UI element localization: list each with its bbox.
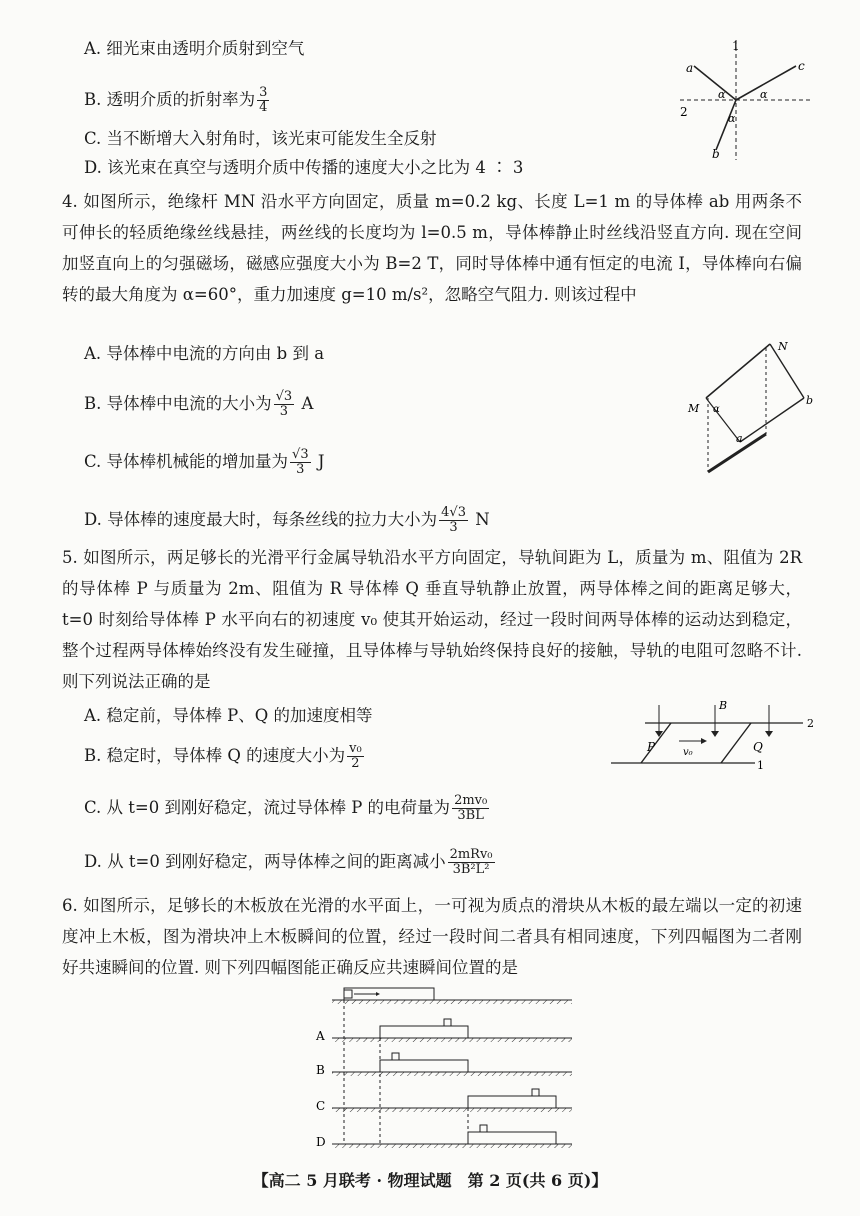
svg-text:2: 2 [680, 105, 688, 119]
svg-text:1: 1 [732, 39, 740, 53]
plank-options-figure [310, 982, 580, 1152]
q5-option-d: D. 从 t=0 到刚好稳定，两导体棒之间的距离减小 $\frac{\text{2mRv₀}}{\text{3B²L²}}$ [84, 847, 493, 877]
q6-stem: 6. 如图所示，足够长的木板放在光滑的水平面上，一可视为质点的滑块从木板的最左端以一定的初速度冲上木板，图为滑块冲上木板瞬间的位置，经过一段时间二者具有相同速度，下列四幅图为二者刚好共速瞬间的位置. 则下列四幅图能正确反应共速瞬间位置的是 [62, 896, 802, 977]
svg-text:a: a [736, 432, 743, 445]
svg-text:B: B [719, 699, 728, 712]
svg-text:α: α [713, 404, 720, 415]
svg-text:a: a [686, 61, 694, 75]
svg-text:α: α [728, 112, 736, 125]
q4-option-d: D. 导体棒的速度最大时，每条丝线的拉力大小为 $\frac{4√3}{3}$ N [84, 505, 490, 535]
rails-figure [605, 695, 820, 775]
svg-text:B: B [316, 1063, 325, 1077]
svg-text:α: α [760, 88, 768, 101]
svg-text:M: M [688, 402, 700, 415]
q5-option-a: A. 稳定前，导体棒 P、Q 的加速度相等 [84, 706, 373, 725]
svg-text:b: b [806, 394, 814, 407]
q4-option-c: C. 导体棒机械能的增加量为 $\frac{√3}{3}$ J [84, 447, 325, 477]
q3-option-a: A. 细光束由透明介质射到空气 [84, 39, 305, 58]
q3-option-c: C. 当不断增大入射角时，该光束可能发生全反射 [84, 129, 437, 148]
q3-option-d: D. 该光束在真空与透明介质中传播的速度大小之比为 4 ∶ 3 [84, 158, 524, 177]
svg-text:Q: Q [753, 740, 763, 754]
svg-text:D: D [316, 1135, 326, 1149]
svg-text:A: A [316, 1029, 325, 1043]
svg-text:v₀: v₀ [683, 747, 693, 758]
svg-text:2: 2 [807, 717, 814, 730]
svg-text:P: P [647, 740, 656, 754]
q5-option-c: C. 从 t=0 到刚好稳定，流过导体棒 P 的电荷量为 $\frac{\text{2mv₀}}{3BL}$ [84, 793, 488, 823]
svg-text:α: α [718, 88, 726, 101]
q4-option-b: B. 导体棒中电流的大小为 $\frac{√3}{3}$ A [84, 389, 314, 419]
q5-stem: 5. 如图所示，两足够长的光滑平行金属导轨沿水平方向固定，导轨间距为 L，质量为 m、阻值为 2R 的导体棒 P 与质量为 2m、阻值为 R 导体棒 Q 垂直导轨静止放置，两导体棒之间的距离足够大，t=0 时刻给导体棒 P 水平向右的初速度 v₀ 使其开始运动，经过一段时间两导体棒的运动达到稳定，整个过程两导体棒始终没有发生碰撞，且导体棒与导轨始终保持良好的接触，导轨的电阻可忽略不计. 则下列说法正确的是 [62, 548, 802, 691]
q4-stem: 4. 如图所示，绝缘杆 MN 沿水平方向固定，质量 m=0.2 kg、长度 L=1 m 的导体棒 ab 用两条不可伸长的轻质绝缘丝线悬挂，两丝线的长度均为 l=0.5 m，导体棒静止时丝线沿竖直方向. 现在空间加竖直向上的匀强磁场，磁感应强度大小为 B=2 T，同时导体棒中通有恒定的电流 I，导体棒向右偏转的最大角度为 α=60°，重力加速度 g=10 m/s²，忽略空气阻力. 则该过程中 [62, 192, 802, 304]
refraction-figure [670, 38, 820, 163]
svg-text:N: N [778, 340, 788, 353]
q4-option-a: A. 导体棒中电流的方向由 b 到 a [84, 344, 325, 363]
suspended-rod-figure [680, 338, 820, 478]
svg-text:1: 1 [757, 759, 764, 772]
q3-option-b: B. 透明介质的折射率为 $\frac{3}{4}$ [84, 85, 268, 115]
svg-text:C: C [316, 1099, 326, 1113]
svg-text:b: b [712, 147, 720, 161]
q5-option-b: B. 稳定时，导体棒 Q 的速度大小为 $\frac{\text{v₀}}{2}$ [84, 741, 362, 771]
svg-text:c: c [798, 59, 805, 73]
page-footer: 【高二 5 月联考 · 物理试题 第 2 页(共 6 页)】 [252, 1171, 608, 1190]
